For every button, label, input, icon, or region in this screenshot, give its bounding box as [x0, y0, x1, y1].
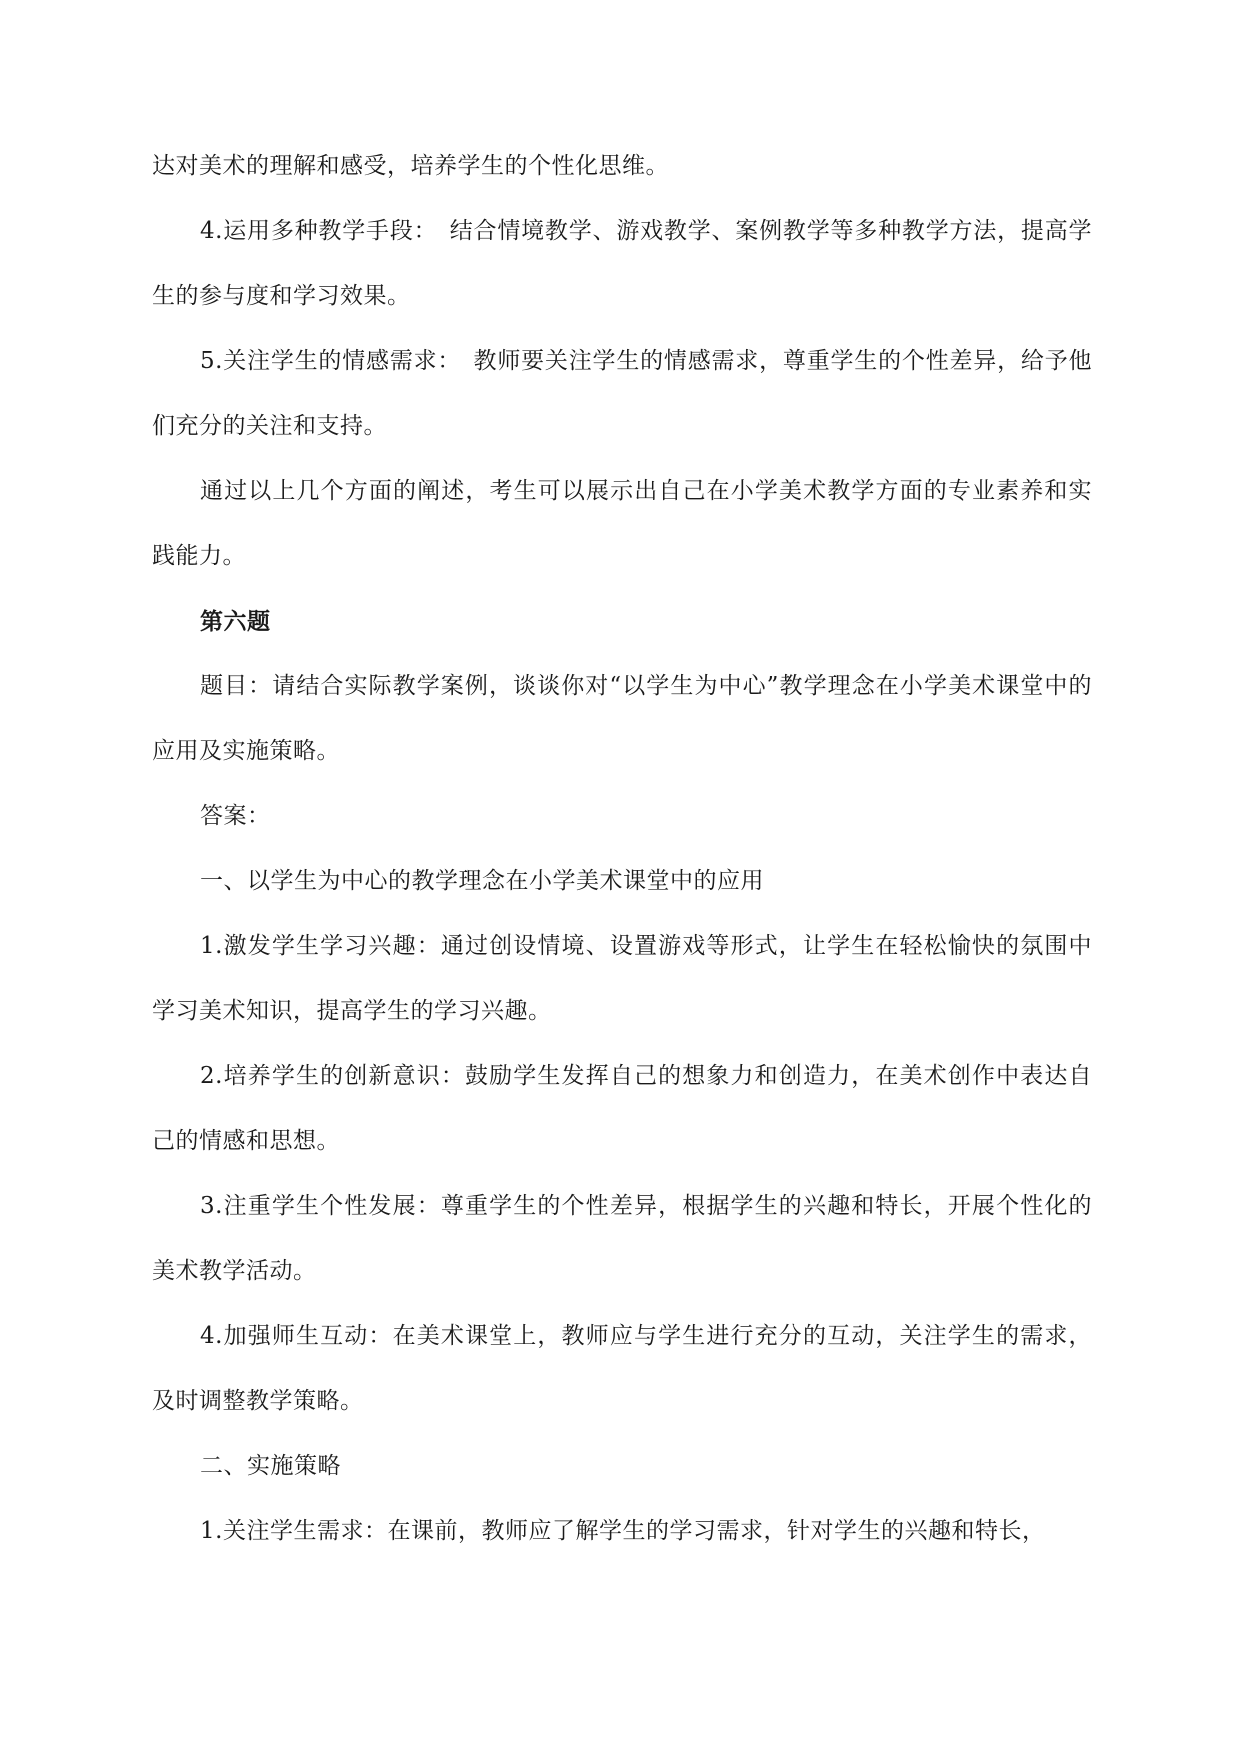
answer-label: 答案： [200, 803, 271, 829]
paragraph-item-5-emotional-needs: 5.关注学生的情感需求： 教师要关注学生的情感需求，尊重学生的个性差异，给予他们充分的关注和支持。 [152, 348, 1092, 439]
document-body [152, 134, 1092, 1564]
paragraph-continuation: 达对美术的理解和感受，培养学生的个性化思维。 [152, 153, 669, 179]
question-heading: 第六题 [200, 608, 271, 635]
paragraph-strategy-1: 1.关注学生需求：在课前，教师应了解学生的学习需求，针对学生的兴趣和特长， [200, 1518, 1046, 1544]
paragraph-summary: 通过以上几个方面的阐述，考生可以展示出自己在小学美术教学方面的专业素养和实践能力。 [152, 478, 1092, 569]
section-heading-application: 一、以学生为中心的教学理念在小学美术课堂中的应用 [200, 868, 764, 894]
paragraph-application-1: 1.激发学生学习兴趣：通过创设情境、设置游戏等形式，让学生在轻松愉快的氛围中学习美术知识，提高学生的学习兴趣。 [152, 933, 1092, 1024]
paragraph-application-2: 2.培养学生的创新意识：鼓励学生发挥自己的想象力和创造力，在美术创作中表达自己的情感和思想。 [152, 1063, 1092, 1154]
paragraph-application-4: 4.加强师生互动：在美术课堂上，教师应与学生进行充分的互动，关注学生的需求，及时调整教学策略。 [152, 1323, 1092, 1414]
question-prompt: 题目：请结合实际教学案例，谈谈你对“以学生为中心”教学理念在小学美术课堂中的应用及实施策略。 [152, 673, 1092, 764]
paragraph-application-3: 3.注重学生个性发展：尊重学生的个性差异，根据学生的兴趣和特长，开展个性化的美术教学活动。 [152, 1193, 1092, 1284]
section-heading-strategies: 二、实施策略 [200, 1453, 341, 1479]
paragraph-item-4-teaching-methods: 4.运用多种教学手段： 结合情境教学、游戏教学、案例教学等多种教学方法，提高学生的参与度和学习效果。 [152, 218, 1092, 309]
